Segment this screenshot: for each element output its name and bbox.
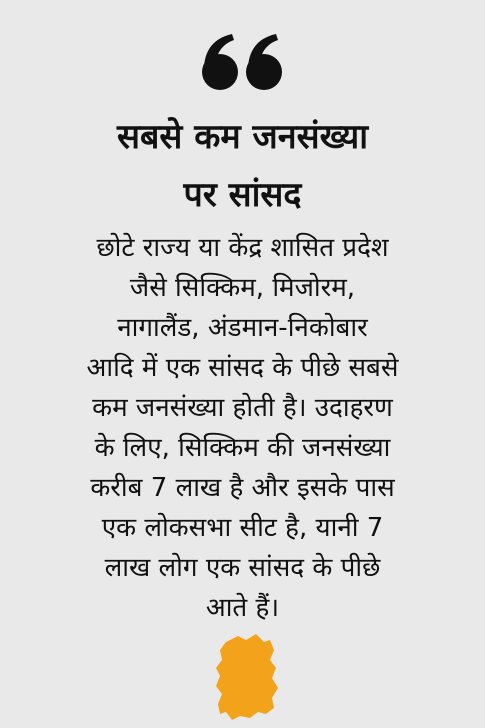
body-line: लाख लोग एक सांसद के पीछे — [104, 553, 381, 583]
body-line: छोटे राज्य या केंद्र शासित प्रदेश — [96, 233, 389, 263]
sikkim-map-icon — [212, 632, 282, 722]
title-line: सबसे कम जनसंख्या — [117, 117, 368, 157]
page-title — [20, 108, 465, 224]
body-line: करीब 7 लाख है और इसके पास — [90, 473, 395, 503]
quote-icon — [0, 34, 485, 94]
body-line: जैसे सिक्किम, मिजोरम, — [129, 273, 356, 303]
body-line: आदि में एक सांसद के पीछे सबसे — [86, 353, 399, 383]
title-line: पर सांसद — [183, 175, 302, 215]
body-paragraph — [28, 228, 457, 628]
body-line: आते हैं। — [205, 593, 280, 623]
body-line: कम जनसंख्या होती है। उदाहरण — [92, 393, 393, 423]
body-line: के लिए, सिक्किम की जनसंख्या — [94, 433, 391, 463]
body-line: नागालैंड, अंडमान-निकोबार — [117, 313, 368, 343]
body-line: एक लोकसभा सीट है, यानी 7 — [101, 513, 384, 543]
